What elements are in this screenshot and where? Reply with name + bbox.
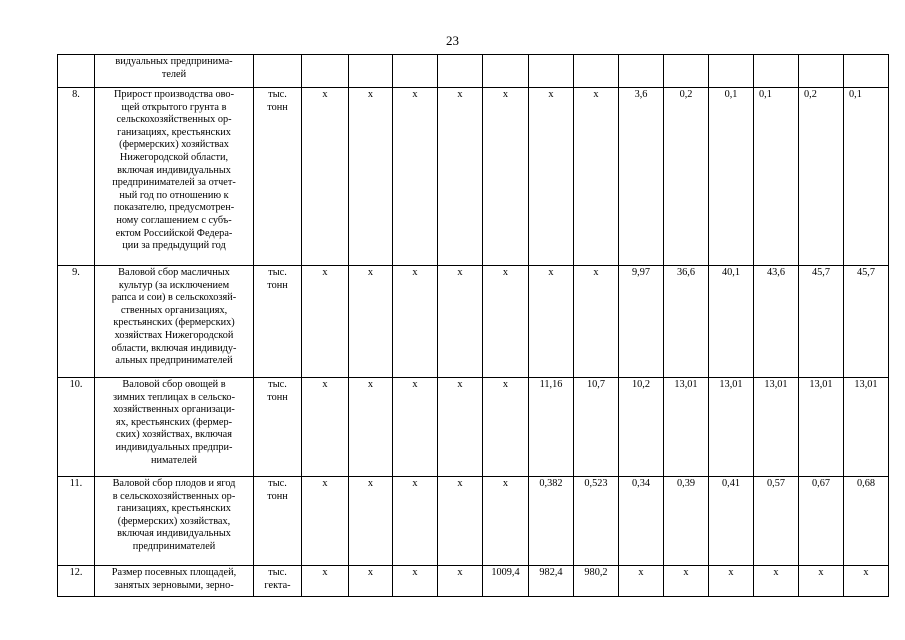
value-cell: 3,6: [619, 88, 664, 266]
value-cell: [349, 55, 393, 88]
value-cell: х: [438, 378, 483, 477]
value-cell: 43,6: [754, 266, 799, 378]
unit-cell: тыс. тонн: [254, 266, 302, 378]
value-cell: х: [349, 378, 393, 477]
value-cell: 0,1: [844, 88, 889, 266]
value-cell: [754, 55, 799, 88]
value-cell: х: [393, 566, 438, 597]
value-cell: х: [393, 477, 438, 566]
value-cell: х: [349, 566, 393, 597]
value-cell: х: [302, 566, 349, 597]
value-cell: х: [709, 566, 754, 597]
value-cell: х: [393, 88, 438, 266]
value-cell: 13,01: [799, 378, 844, 477]
value-cell: х: [664, 566, 709, 597]
value-cell: [393, 55, 438, 88]
value-cell: х: [799, 566, 844, 597]
value-cell: 10,7: [574, 378, 619, 477]
value-cell: [438, 55, 483, 88]
unit-cell: тыс. гекта-: [254, 566, 302, 597]
value-cell: [799, 55, 844, 88]
value-cell: х: [438, 477, 483, 566]
value-cell: [529, 55, 574, 88]
value-cell: х: [438, 88, 483, 266]
indicator-name-cell: Размер посевных площадей, занятых зерновыми, зерно-: [95, 566, 254, 597]
value-cell: х: [393, 266, 438, 378]
row-number-cell: 12.: [58, 566, 95, 597]
value-cell: х: [302, 477, 349, 566]
value-cell: [709, 55, 754, 88]
value-cell: х: [349, 266, 393, 378]
value-cell: х: [754, 566, 799, 597]
value-cell: 0,57: [754, 477, 799, 566]
value-cell: 10,2: [619, 378, 664, 477]
value-cell: [664, 55, 709, 88]
value-cell: х: [393, 378, 438, 477]
unit-cell: тыс. тонн: [254, 477, 302, 566]
table-row: [58, 378, 889, 477]
value-cell: 45,7: [799, 266, 844, 378]
value-cell: 0,382: [529, 477, 574, 566]
value-cell: х: [483, 477, 529, 566]
indicator-name-cell: Прирост производства ово- щей открытого грунта в сельскохозяйственных ор- ганизациях, крестьянских (фермерских) хозяйствах Нижегородской области, включая индивидуальных предпринимателей за отчет- ный год по отношению к показателю, предусмотрен- ному соглашением с субъ- ектом Российской Федера- ции за предыдущий год: [95, 88, 254, 266]
value-cell: 36,6: [664, 266, 709, 378]
row-number-cell: 9.: [58, 266, 95, 378]
value-cell: [254, 55, 302, 88]
unit-cell: тыс. тонн: [254, 378, 302, 477]
indicator-name-cell: видуальных предпринима- телей: [95, 55, 254, 88]
unit-cell: тыс. тонн: [254, 88, 302, 266]
table-row: [58, 55, 889, 88]
value-cell: х: [438, 266, 483, 378]
table-row: [58, 566, 889, 597]
value-cell: 0,68: [844, 477, 889, 566]
value-cell: х: [349, 477, 393, 566]
indicator-name-cell: Валовой сбор плодов и ягод в сельскохозяйственных ор- ганизациях, крестьянских (фермерских) хозяйствах, включая индивидуальных предпринимателей: [95, 477, 254, 566]
value-cell: х: [302, 378, 349, 477]
value-cell: [619, 55, 664, 88]
value-cell: 982,4: [529, 566, 574, 597]
value-cell: 0,67: [799, 477, 844, 566]
value-cell: 0,523: [574, 477, 619, 566]
value-cell: 13,01: [754, 378, 799, 477]
value-cell: 13,01: [664, 378, 709, 477]
indicator-table: [57, 54, 889, 597]
value-cell: х: [529, 266, 574, 378]
table-row: [58, 266, 889, 378]
value-cell: х: [302, 266, 349, 378]
value-cell: 9,97: [619, 266, 664, 378]
indicator-name-cell: Валовой сбор масличных культур (за исключением рапса и сои) в сельскохозяй- ственных организациях, крестьянских (фермерских) хозяйствах Нижегородской области, включая индивиду- альных предпринимателей: [95, 266, 254, 378]
value-cell: х: [619, 566, 664, 597]
value-cell: х: [574, 88, 619, 266]
row-number-cell: 11.: [58, 477, 95, 566]
value-cell: 0,2: [799, 88, 844, 266]
value-cell: х: [302, 88, 349, 266]
indicator-name-cell: Валовой сбор овощей в зимних теплицах в сельско- хозяйственных организаци- ях, крестьянских (фермер- ских) хозяйствах, включая индивидуальных предпри- нимателей: [95, 378, 254, 477]
value-cell: 1009,4: [483, 566, 529, 597]
page-number: 23: [446, 33, 459, 48]
value-cell: [844, 55, 889, 88]
value-cell: х: [483, 88, 529, 266]
value-cell: [574, 55, 619, 88]
value-cell: х: [844, 566, 889, 597]
value-cell: 40,1: [709, 266, 754, 378]
value-cell: х: [483, 266, 529, 378]
value-cell: х: [483, 378, 529, 477]
value-cell: 11,16: [529, 378, 574, 477]
value-cell: 0,2: [664, 88, 709, 266]
value-cell: х: [349, 88, 393, 266]
row-number-cell: 8.: [58, 88, 95, 266]
table-row: [58, 88, 889, 266]
table-row: [58, 477, 889, 566]
value-cell: х: [438, 566, 483, 597]
value-cell: [483, 55, 529, 88]
value-cell: 0,34: [619, 477, 664, 566]
value-cell: 0,1: [754, 88, 799, 266]
value-cell: 0,41: [709, 477, 754, 566]
value-cell: 13,01: [844, 378, 889, 477]
value-cell: 0,39: [664, 477, 709, 566]
value-cell: [302, 55, 349, 88]
value-cell: 13,01: [709, 378, 754, 477]
value-cell: х: [574, 266, 619, 378]
row-number-cell: 10.: [58, 378, 95, 477]
value-cell: 45,7: [844, 266, 889, 378]
value-cell: х: [529, 88, 574, 266]
row-number-cell: [58, 55, 95, 88]
value-cell: 0,1: [709, 88, 754, 266]
value-cell: 980,2: [574, 566, 619, 597]
